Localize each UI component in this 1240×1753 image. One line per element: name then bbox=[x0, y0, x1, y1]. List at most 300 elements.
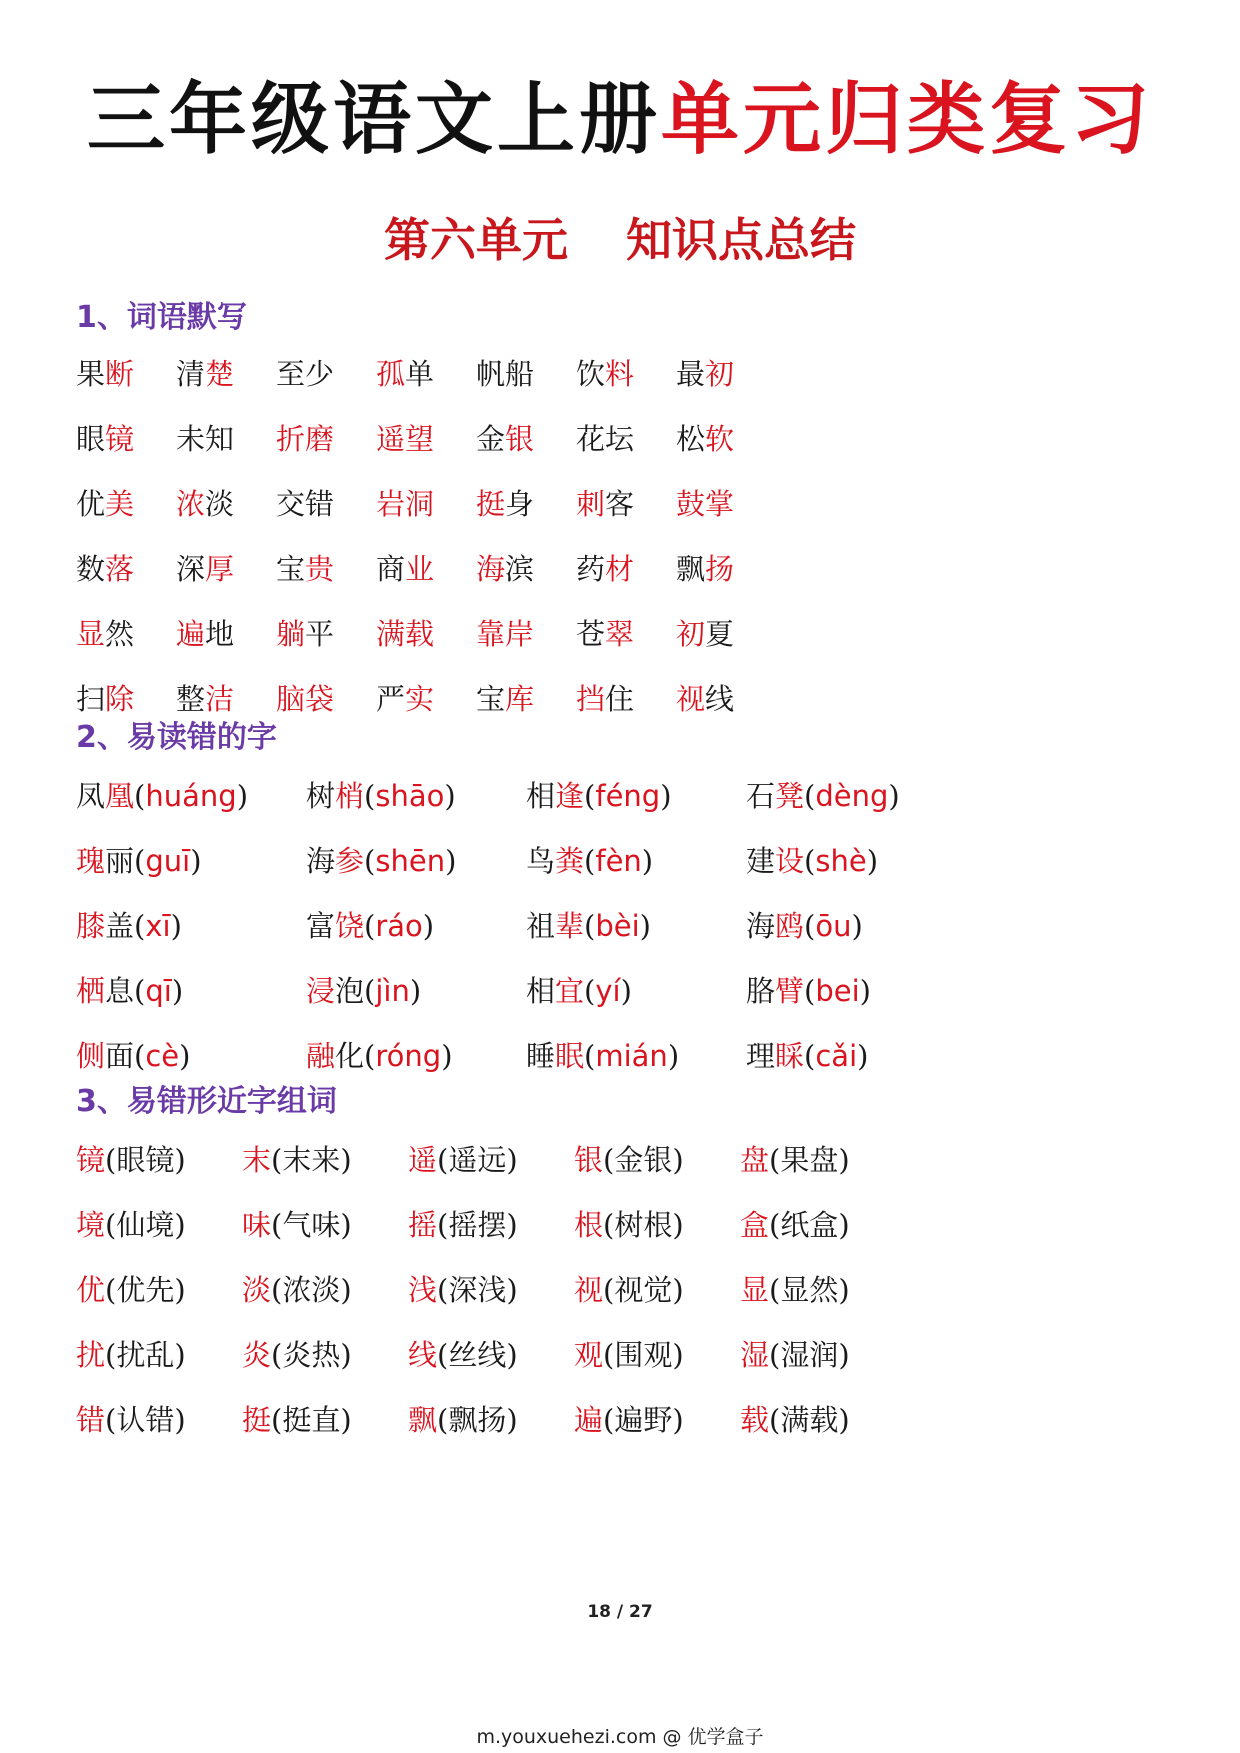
plain-text: 整 bbox=[176, 682, 206, 716]
highlight-text: 宜 bbox=[555, 974, 585, 1008]
similar-char-item bbox=[408, 1201, 518, 1249]
plain-text: ) bbox=[422, 909, 435, 943]
highlight-text: 根 bbox=[574, 1208, 604, 1242]
plain-text: 扫 bbox=[76, 682, 106, 716]
title-red-part: 单元归类复习 bbox=[661, 75, 1154, 165]
plain-text: ) bbox=[236, 779, 249, 813]
highlight-text: 挺 bbox=[476, 487, 506, 521]
plain-text: 平 bbox=[305, 617, 335, 651]
highlight-text: ráo bbox=[375, 909, 423, 943]
plain-text: (树根) bbox=[603, 1208, 684, 1242]
similar-char-item bbox=[740, 1136, 850, 1184]
plain-text: 滨 bbox=[505, 552, 535, 586]
vocab-word bbox=[276, 415, 334, 463]
plain-text: ) bbox=[660, 779, 672, 813]
plain-text: 苍 bbox=[576, 617, 606, 651]
similar-char-item bbox=[76, 1201, 186, 1249]
pronunciation-item bbox=[306, 772, 456, 820]
pronunciation-item bbox=[746, 772, 900, 820]
plain-text: (围观) bbox=[603, 1338, 684, 1372]
plain-text: 建 bbox=[746, 844, 776, 878]
vocab-word bbox=[76, 415, 134, 463]
plain-text: 松 bbox=[676, 422, 706, 456]
plain-text: (扰乱) bbox=[105, 1338, 186, 1372]
highlight-text: 软 bbox=[705, 422, 735, 456]
vocab-word bbox=[676, 545, 734, 593]
pronunciation-item bbox=[306, 1032, 453, 1080]
highlight-text: 盒 bbox=[740, 1208, 770, 1242]
plain-text: ( bbox=[584, 1039, 596, 1073]
highlight-text: 银 bbox=[505, 422, 535, 456]
highlight-text: yí bbox=[595, 974, 621, 1008]
highlight-text: 视 bbox=[574, 1273, 604, 1307]
highlight-text: 臂 bbox=[775, 974, 805, 1008]
highlight-text: ōu bbox=[815, 909, 852, 943]
plain-text: 鸟 bbox=[526, 844, 556, 878]
highlight-text: 观 bbox=[574, 1338, 604, 1372]
plain-text: ) bbox=[171, 974, 184, 1008]
highlight-text: fèn bbox=[595, 844, 642, 878]
highlight-text: 炎 bbox=[242, 1338, 272, 1372]
unit-label: 第六单元 bbox=[384, 213, 568, 267]
similar-char-item bbox=[242, 1396, 352, 1444]
highlight-text: shè bbox=[815, 844, 867, 878]
plain-text: 身 bbox=[505, 487, 535, 521]
plain-text: 地 bbox=[205, 617, 235, 651]
similar-char-item bbox=[408, 1396, 518, 1444]
plain-text: ) bbox=[857, 1039, 869, 1073]
vocab-word bbox=[276, 610, 334, 658]
vocab-word bbox=[476, 610, 534, 658]
highlight-text: 湿 bbox=[740, 1338, 770, 1372]
footer-source: m.youxuehezi.com @ 优学盒子 bbox=[476, 1726, 764, 1748]
highlight-text: 栖 bbox=[76, 974, 106, 1008]
plain-text: 未知 bbox=[176, 422, 235, 456]
plain-text: (果盘) bbox=[769, 1143, 850, 1177]
highlight-text: guī bbox=[145, 844, 191, 878]
highlight-text: 淡 bbox=[242, 1273, 272, 1307]
plain-text: ( bbox=[804, 779, 816, 813]
highlight-text: 错 bbox=[76, 1403, 106, 1437]
vocab-word bbox=[576, 350, 634, 398]
pronunciation-item bbox=[76, 967, 183, 1015]
highlight-text: 洁 bbox=[205, 682, 235, 716]
vocab-word bbox=[376, 415, 434, 463]
plain-text: (仙境) bbox=[105, 1208, 186, 1242]
highlight-text: qī bbox=[145, 974, 172, 1008]
plain-text: 优 bbox=[76, 487, 106, 521]
similar-char-item bbox=[242, 1201, 352, 1249]
plain-text: ) bbox=[851, 909, 863, 943]
highlight-text: 落 bbox=[105, 552, 135, 586]
vocab-word bbox=[76, 610, 134, 658]
vocab-word bbox=[476, 480, 534, 528]
vocab-word bbox=[676, 610, 734, 658]
plain-text: ( bbox=[364, 909, 376, 943]
similar-char-item bbox=[76, 1331, 186, 1379]
plain-text: 睡 bbox=[526, 1039, 556, 1073]
highlight-text: 梢 bbox=[335, 779, 365, 813]
plain-text: ( bbox=[584, 779, 596, 813]
plain-text: ( bbox=[364, 1039, 376, 1073]
highlight-text: 膝 bbox=[76, 909, 106, 943]
plain-text: (飘扬) bbox=[437, 1403, 518, 1437]
highlight-text: 遍 bbox=[574, 1403, 604, 1437]
plain-text: ( bbox=[364, 844, 376, 878]
plain-text: ( bbox=[804, 844, 816, 878]
plain-text: (炎热) bbox=[271, 1338, 352, 1372]
similar-char-item bbox=[740, 1266, 850, 1314]
vocab-word bbox=[476, 675, 534, 723]
highlight-text: 岩洞 bbox=[376, 487, 435, 521]
plain-text: (显然) bbox=[769, 1273, 850, 1307]
vocab-word bbox=[576, 610, 634, 658]
plain-text: ( bbox=[134, 974, 146, 1008]
similar-char-item bbox=[574, 1331, 684, 1379]
highlight-text: 满载 bbox=[376, 617, 435, 651]
similar-char-item bbox=[76, 1266, 186, 1314]
plain-text: 眼 bbox=[76, 422, 106, 456]
vocab-word bbox=[76, 480, 134, 528]
vocab-word bbox=[476, 415, 534, 463]
plain-text: 丽 bbox=[105, 844, 135, 878]
vocab-word bbox=[176, 480, 234, 528]
similar-char-item bbox=[242, 1136, 352, 1184]
plain-text: 药 bbox=[576, 552, 606, 586]
plain-text: ( bbox=[804, 974, 816, 1008]
vocab-word bbox=[576, 415, 634, 463]
plain-text: ) bbox=[190, 844, 202, 878]
plain-text: 至少 bbox=[276, 357, 335, 391]
plain-text: (丝线) bbox=[437, 1338, 518, 1372]
vocab-word bbox=[376, 545, 434, 593]
pronunciation-item bbox=[76, 1032, 190, 1080]
plain-text: (摇摆) bbox=[437, 1208, 518, 1242]
highlight-text: 除 bbox=[105, 682, 135, 716]
highlight-text: huáng bbox=[145, 779, 237, 813]
plain-text: 金 bbox=[476, 422, 506, 456]
highlight-text: 镜 bbox=[105, 422, 135, 456]
plain-text: 住 bbox=[605, 682, 635, 716]
plain-text: 石 bbox=[746, 779, 776, 813]
plain-text: 宝 bbox=[476, 682, 506, 716]
section-heading-similar-chars: 3、易错形近字组词 bbox=[76, 1084, 337, 1119]
highlight-text: 视 bbox=[676, 682, 706, 716]
pronunciation-item bbox=[306, 967, 421, 1015]
highlight-text: mián bbox=[595, 1039, 668, 1073]
plain-text: 海 bbox=[306, 844, 336, 878]
vocab-word bbox=[176, 415, 234, 463]
highlight-text: jìn bbox=[375, 974, 410, 1008]
vocab-word bbox=[276, 545, 334, 593]
plain-text: ) bbox=[888, 779, 900, 813]
highlight-text: 遍 bbox=[176, 617, 206, 651]
pronunciation-item bbox=[306, 837, 456, 885]
pronunciation-item bbox=[746, 967, 871, 1015]
plain-text: (遥远) bbox=[437, 1143, 518, 1177]
plain-text: ) bbox=[620, 974, 632, 1008]
highlight-text: 显 bbox=[740, 1273, 770, 1307]
section-heading-vocab: 1、词语默写 bbox=[76, 300, 247, 335]
plain-text: ) bbox=[667, 1039, 680, 1073]
highlight-text: 初 bbox=[705, 357, 735, 391]
plain-text: 化 bbox=[335, 1039, 365, 1073]
vocab-word bbox=[576, 545, 634, 593]
plain-text: 盖 bbox=[105, 909, 135, 943]
pronunciation-item bbox=[526, 772, 672, 820]
highlight-text: 挡 bbox=[576, 682, 606, 716]
highlight-text: 鸥 bbox=[775, 909, 805, 943]
plain-text: ) bbox=[441, 1039, 453, 1073]
pronunciation-item bbox=[746, 902, 863, 950]
highlight-text: 飘 bbox=[408, 1403, 438, 1437]
highlight-text: 摇 bbox=[408, 1208, 438, 1242]
plain-text: ( bbox=[134, 844, 146, 878]
plain-text: (优先) bbox=[105, 1273, 186, 1307]
highlight-text: 银 bbox=[574, 1143, 604, 1177]
plain-text: ( bbox=[584, 844, 596, 878]
page-title bbox=[0, 70, 1240, 170]
plain-text: (满载) bbox=[769, 1403, 850, 1437]
highlight-text: 显 bbox=[76, 617, 106, 651]
plain-text: 花坛 bbox=[576, 422, 635, 456]
plain-text: 线 bbox=[705, 682, 735, 716]
plain-text: ( bbox=[584, 909, 596, 943]
plain-text: 数 bbox=[76, 552, 106, 586]
plain-text: 客 bbox=[605, 487, 635, 521]
page-number: 18 / 27 bbox=[587, 1602, 653, 1622]
highlight-text: 脑袋 bbox=[276, 682, 335, 716]
plain-text: 果 bbox=[76, 357, 106, 391]
vocab-word bbox=[476, 350, 534, 398]
vocab-word bbox=[276, 350, 334, 398]
plain-text: 商 bbox=[376, 552, 406, 586]
vocab-word bbox=[176, 610, 234, 658]
highlight-text: dèng bbox=[815, 779, 889, 813]
highlight-text: 线 bbox=[408, 1338, 438, 1372]
highlight-text: 境 bbox=[76, 1208, 106, 1242]
plain-text: ) bbox=[170, 909, 182, 943]
highlight-text: 镜 bbox=[76, 1143, 106, 1177]
highlight-text: 折磨 bbox=[276, 422, 335, 456]
plain-text: 飘 bbox=[676, 552, 706, 586]
vocab-word bbox=[476, 545, 534, 593]
plain-text: 深 bbox=[176, 552, 206, 586]
highlight-text: 眠 bbox=[555, 1039, 585, 1073]
plain-text: ( bbox=[364, 779, 376, 813]
plain-text: (深浅) bbox=[437, 1273, 518, 1307]
highlight-text: róng bbox=[375, 1039, 442, 1073]
highlight-text: 孤 bbox=[376, 357, 406, 391]
highlight-text: shāo bbox=[375, 779, 445, 813]
highlight-text: 末 bbox=[242, 1143, 272, 1177]
plain-text: ) bbox=[409, 974, 422, 1008]
similar-char-item bbox=[740, 1331, 850, 1379]
highlight-text: 美 bbox=[105, 487, 135, 521]
plain-text: 相 bbox=[526, 974, 556, 1008]
pronunciation-item bbox=[76, 772, 248, 820]
plain-text: ( bbox=[804, 1039, 816, 1073]
pronunciation-item bbox=[526, 967, 632, 1015]
vocab-word bbox=[176, 545, 234, 593]
plain-text: 理 bbox=[746, 1039, 776, 1073]
plain-text: (遍野) bbox=[603, 1403, 684, 1437]
vocab-word bbox=[276, 675, 334, 723]
plain-text: 饮 bbox=[576, 357, 606, 391]
plain-text: ) bbox=[179, 1039, 191, 1073]
pronunciation-item bbox=[526, 902, 651, 950]
pronunciation-item bbox=[76, 902, 182, 950]
unit-subtitle bbox=[0, 205, 1240, 275]
plain-text: 相 bbox=[526, 779, 556, 813]
vocab-word bbox=[676, 415, 734, 463]
highlight-text: 侧 bbox=[76, 1039, 106, 1073]
vocab-word bbox=[676, 675, 734, 723]
highlight-text: 遥望 bbox=[376, 422, 435, 456]
plain-text: ( bbox=[584, 974, 596, 1008]
plain-text: 胳 bbox=[746, 974, 776, 1008]
highlight-text: 浸 bbox=[306, 974, 336, 1008]
highlight-text: cǎi bbox=[815, 1039, 858, 1073]
highlight-text: 厚 bbox=[205, 552, 235, 586]
vocab-word bbox=[276, 480, 334, 528]
highlight-text: shēn bbox=[375, 844, 446, 878]
highlight-text: xī bbox=[145, 909, 171, 943]
pronunciation-item bbox=[746, 837, 878, 885]
vocab-word bbox=[576, 675, 634, 723]
similar-char-item bbox=[574, 1136, 684, 1184]
plain-text: (浓淡) bbox=[271, 1273, 352, 1307]
plain-text: (认错) bbox=[105, 1403, 186, 1437]
similar-char-item bbox=[408, 1266, 518, 1314]
plain-text: (湿润) bbox=[769, 1338, 850, 1372]
highlight-text: 扬 bbox=[705, 552, 735, 586]
highlight-text: 参 bbox=[335, 844, 365, 878]
plain-text: (挺直) bbox=[271, 1403, 352, 1437]
highlight-text: 辈 bbox=[555, 909, 585, 943]
similar-char-item bbox=[76, 1396, 186, 1444]
plain-text: ) bbox=[445, 844, 457, 878]
plain-text: ( bbox=[804, 909, 816, 943]
highlight-text: 海 bbox=[476, 552, 506, 586]
similar-char-item bbox=[242, 1331, 352, 1379]
plain-text: 宝 bbox=[276, 552, 306, 586]
similar-char-item bbox=[574, 1396, 684, 1444]
plain-text: 夏 bbox=[705, 617, 735, 651]
highlight-text: 设 bbox=[775, 844, 805, 878]
highlight-text: 优 bbox=[76, 1273, 106, 1307]
plain-text: 祖 bbox=[526, 909, 556, 943]
vocab-word bbox=[76, 545, 134, 593]
plain-text: (眼镜) bbox=[105, 1143, 186, 1177]
pronunciation-item bbox=[306, 902, 434, 950]
plain-text: ( bbox=[134, 909, 146, 943]
highlight-text: 材 bbox=[605, 552, 635, 586]
plain-text: ) bbox=[866, 844, 879, 878]
vocab-word bbox=[376, 350, 434, 398]
plain-text: ) bbox=[639, 909, 651, 943]
highlight-text: 逢 bbox=[555, 779, 585, 813]
highlight-text: 料 bbox=[605, 357, 635, 391]
plain-text: (纸盒) bbox=[769, 1208, 850, 1242]
plain-text: 富 bbox=[306, 909, 336, 943]
plain-text: ) bbox=[444, 779, 456, 813]
vocab-word bbox=[376, 675, 434, 723]
plain-text: ) bbox=[641, 844, 654, 878]
similar-char-item bbox=[574, 1266, 684, 1314]
highlight-text: 挺 bbox=[242, 1403, 272, 1437]
highlight-text: 扰 bbox=[76, 1338, 106, 1372]
pronunciation-item bbox=[746, 1032, 868, 1080]
highlight-text: 融 bbox=[306, 1039, 336, 1073]
similar-char-item bbox=[242, 1266, 352, 1314]
highlight-text: 断 bbox=[105, 357, 135, 391]
highlight-text: 盘 bbox=[740, 1143, 770, 1177]
highlight-text: 靠岸 bbox=[476, 617, 535, 651]
similar-char-item bbox=[740, 1201, 850, 1249]
highlight-text: 粪 bbox=[555, 844, 585, 878]
subtitle-label: 知识点总结 bbox=[626, 213, 856, 267]
plain-text: 单 bbox=[405, 357, 435, 391]
pronunciation-item bbox=[526, 1032, 679, 1080]
highlight-text: 初 bbox=[676, 617, 706, 651]
plain-text: ) bbox=[859, 974, 871, 1008]
similar-char-item bbox=[408, 1331, 518, 1379]
section-heading-pronunciation: 2、易读错的字 bbox=[76, 720, 277, 755]
plain-text: 淡 bbox=[205, 487, 235, 521]
plain-text: (末来) bbox=[271, 1143, 352, 1177]
highlight-text: 载 bbox=[740, 1403, 770, 1437]
highlight-text: 翠 bbox=[605, 617, 635, 651]
plain-text: 清 bbox=[176, 357, 206, 391]
highlight-text: 躺 bbox=[276, 617, 306, 651]
highlight-text: 饶 bbox=[335, 909, 365, 943]
plain-text: 然 bbox=[105, 617, 135, 651]
plain-text: ( bbox=[134, 779, 146, 813]
plain-text: ( bbox=[364, 974, 376, 1008]
pronunciation-item bbox=[526, 837, 653, 885]
similar-char-item bbox=[740, 1396, 850, 1444]
plain-text: 帆船 bbox=[476, 357, 535, 391]
vocab-word bbox=[676, 350, 734, 398]
plain-text: 海 bbox=[746, 909, 776, 943]
highlight-text: 凳 bbox=[775, 779, 805, 813]
vocab-word bbox=[576, 480, 634, 528]
vocab-word bbox=[176, 350, 234, 398]
plain-text: 泡 bbox=[335, 974, 365, 1008]
plain-text: 交错 bbox=[276, 487, 335, 521]
highlight-text: bei bbox=[815, 974, 860, 1008]
highlight-text: 楚 bbox=[205, 357, 235, 391]
plain-text: 最 bbox=[676, 357, 706, 391]
highlight-text: féng bbox=[595, 779, 661, 813]
plain-text: 面 bbox=[105, 1039, 135, 1073]
highlight-text: 实 bbox=[405, 682, 435, 716]
plain-text: 息 bbox=[105, 974, 135, 1008]
highlight-text: cè bbox=[145, 1039, 180, 1073]
vocab-word bbox=[376, 610, 434, 658]
title-black-part: 三年级语文上册 bbox=[86, 75, 661, 165]
highlight-text: 库 bbox=[505, 682, 535, 716]
highlight-text: 味 bbox=[242, 1208, 272, 1242]
highlight-text: 瑰 bbox=[76, 844, 106, 878]
plain-text: (视觉) bbox=[603, 1273, 684, 1307]
vocab-word bbox=[76, 350, 134, 398]
highlight-text: 刺 bbox=[576, 487, 606, 521]
plain-text: (金银) bbox=[603, 1143, 684, 1177]
similar-char-item bbox=[574, 1201, 684, 1249]
similar-char-item bbox=[408, 1136, 518, 1184]
